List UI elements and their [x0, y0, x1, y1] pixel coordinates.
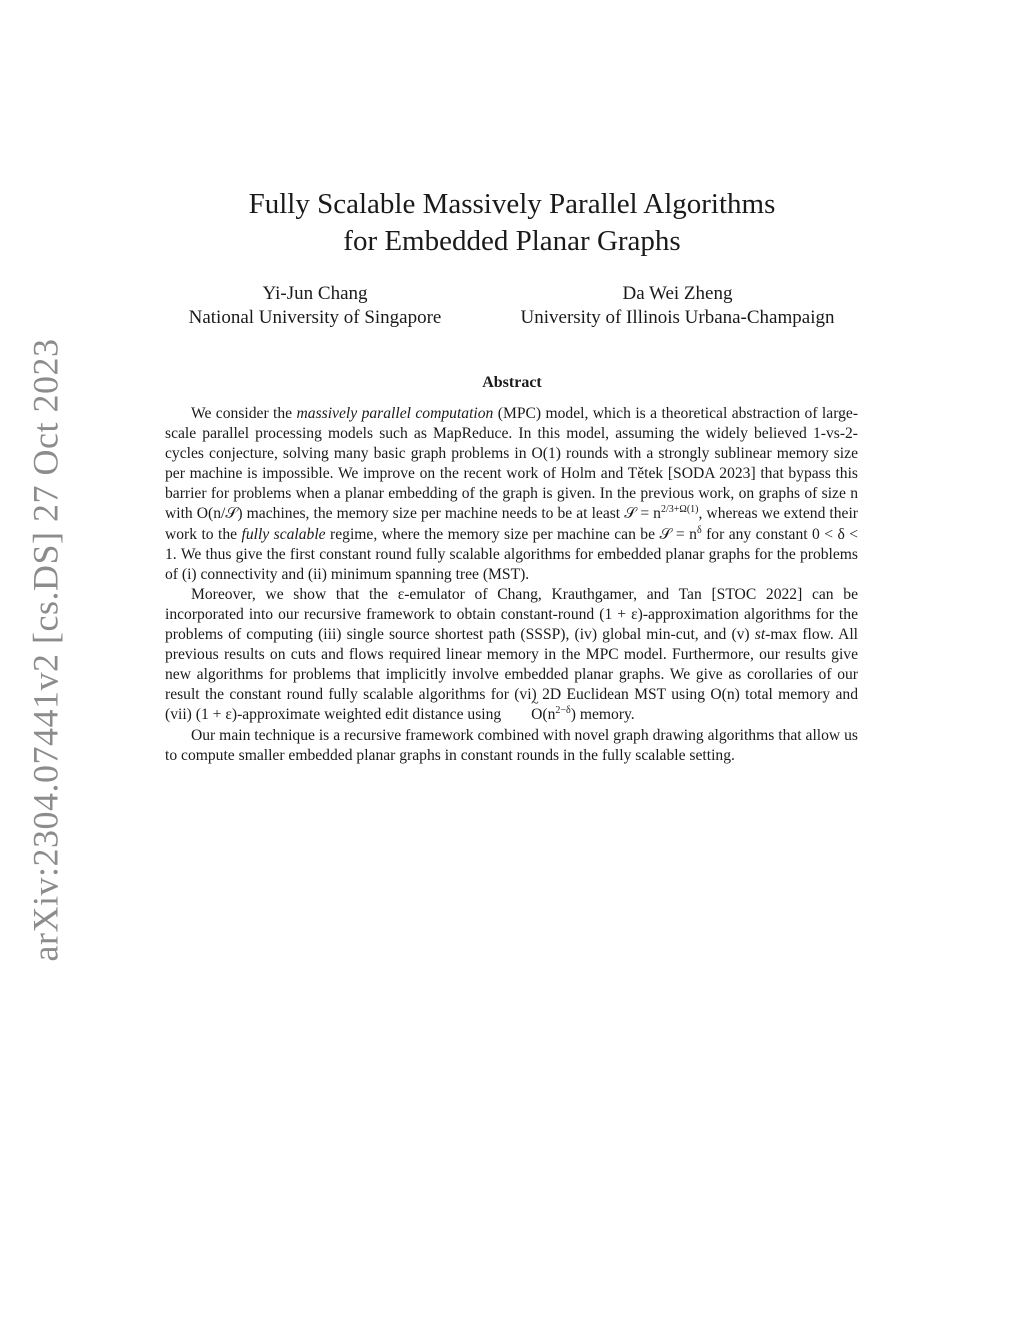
- arxiv-stamp: [8, 338, 83, 962]
- abstract-heading: Abstract: [482, 374, 542, 391]
- author-affiliation: University of Illinois Urbana-Champaign: [520, 307, 835, 328]
- author-block-1: [160, 282, 470, 330]
- author-name: Da Wei Zheng: [622, 283, 733, 304]
- arxiv-identifier: arXiv:2304.07441v2 [cs.DS] 27 Oct 2023: [25, 338, 66, 962]
- abstract-paragraph-3: Our main technique is a recursive framework combined with novel graph drawing algorithms that allow us to compute smaller embedded planar graphs in constant rounds in the fully scalable setting.: [165, 726, 858, 764]
- paper-title: [150, 186, 874, 260]
- author-block-2: [495, 282, 860, 330]
- abstract-paragraph-2: Moreover, we show that the ε-emulator of Chang, Krauthgamer, and Tan [STOC 2022] can be incorporated into our recursive framework to obtain constant-round (1 + ε)-approximation algorithms for the problems of computing (iii) single source shortest path (SSSP), (iv) global min-cut, and (v) st-max flow. All previous results on cuts and flows required linear memory in the MPC model. Furthermore, our results give new algorithms for problems that implicitly involve embedded planar graphs. We give as corollaries of our result the constant round fully scalable algorithms for (vi) 2D Euclidean MST using O(n) total memory and (vii) (1 + ε)-approximate weighted edit distance using ~ $O(n^{2-\delta})$ memory.: [165, 585, 858, 726]
- title-line-2: for Embedded Planar Graphs: [343, 225, 681, 257]
- title-line-1: Fully Scalable Massively Parallel Algorithms: [248, 188, 776, 220]
- abstract-body: [165, 404, 858, 766]
- abstract-paragraph-1: We consider the massively parallel computation (MPC) model, which is a theoretical abstraction of large-scale parallel processing models such as MapReduce. In this model, assuming the widely believed 1-vs-2-cycles conjecture, solving many basic graph problems in O(1) rounds with a strongly sublinear memory size per machine is impossible. We improve on the recent work of Holm and Tětek [SODA 2023] that bypass this barrier for problems when a planar embedding of the graph is given. In the previous work, on graphs of size n with O(n/𝒮) machines, the memory size per machine needs to be at least 𝒮 = $n^{2/3+\Omega(1)}$, whereas we extend their work to the fully scalable regime, where the memory size per machine can be 𝒮 = $n^\delta$ for any constant 0 < δ < 1. We thus give the first constant round fully scalable algorithms for embedded planar graphs for the problems of (i) connectivity and (ii) minimum spanning tree (MST).: [165, 405, 859, 583]
- author-affiliation: National University of Singapore: [188, 307, 442, 328]
- author-name: Yi-Jun Chang: [262, 283, 368, 304]
